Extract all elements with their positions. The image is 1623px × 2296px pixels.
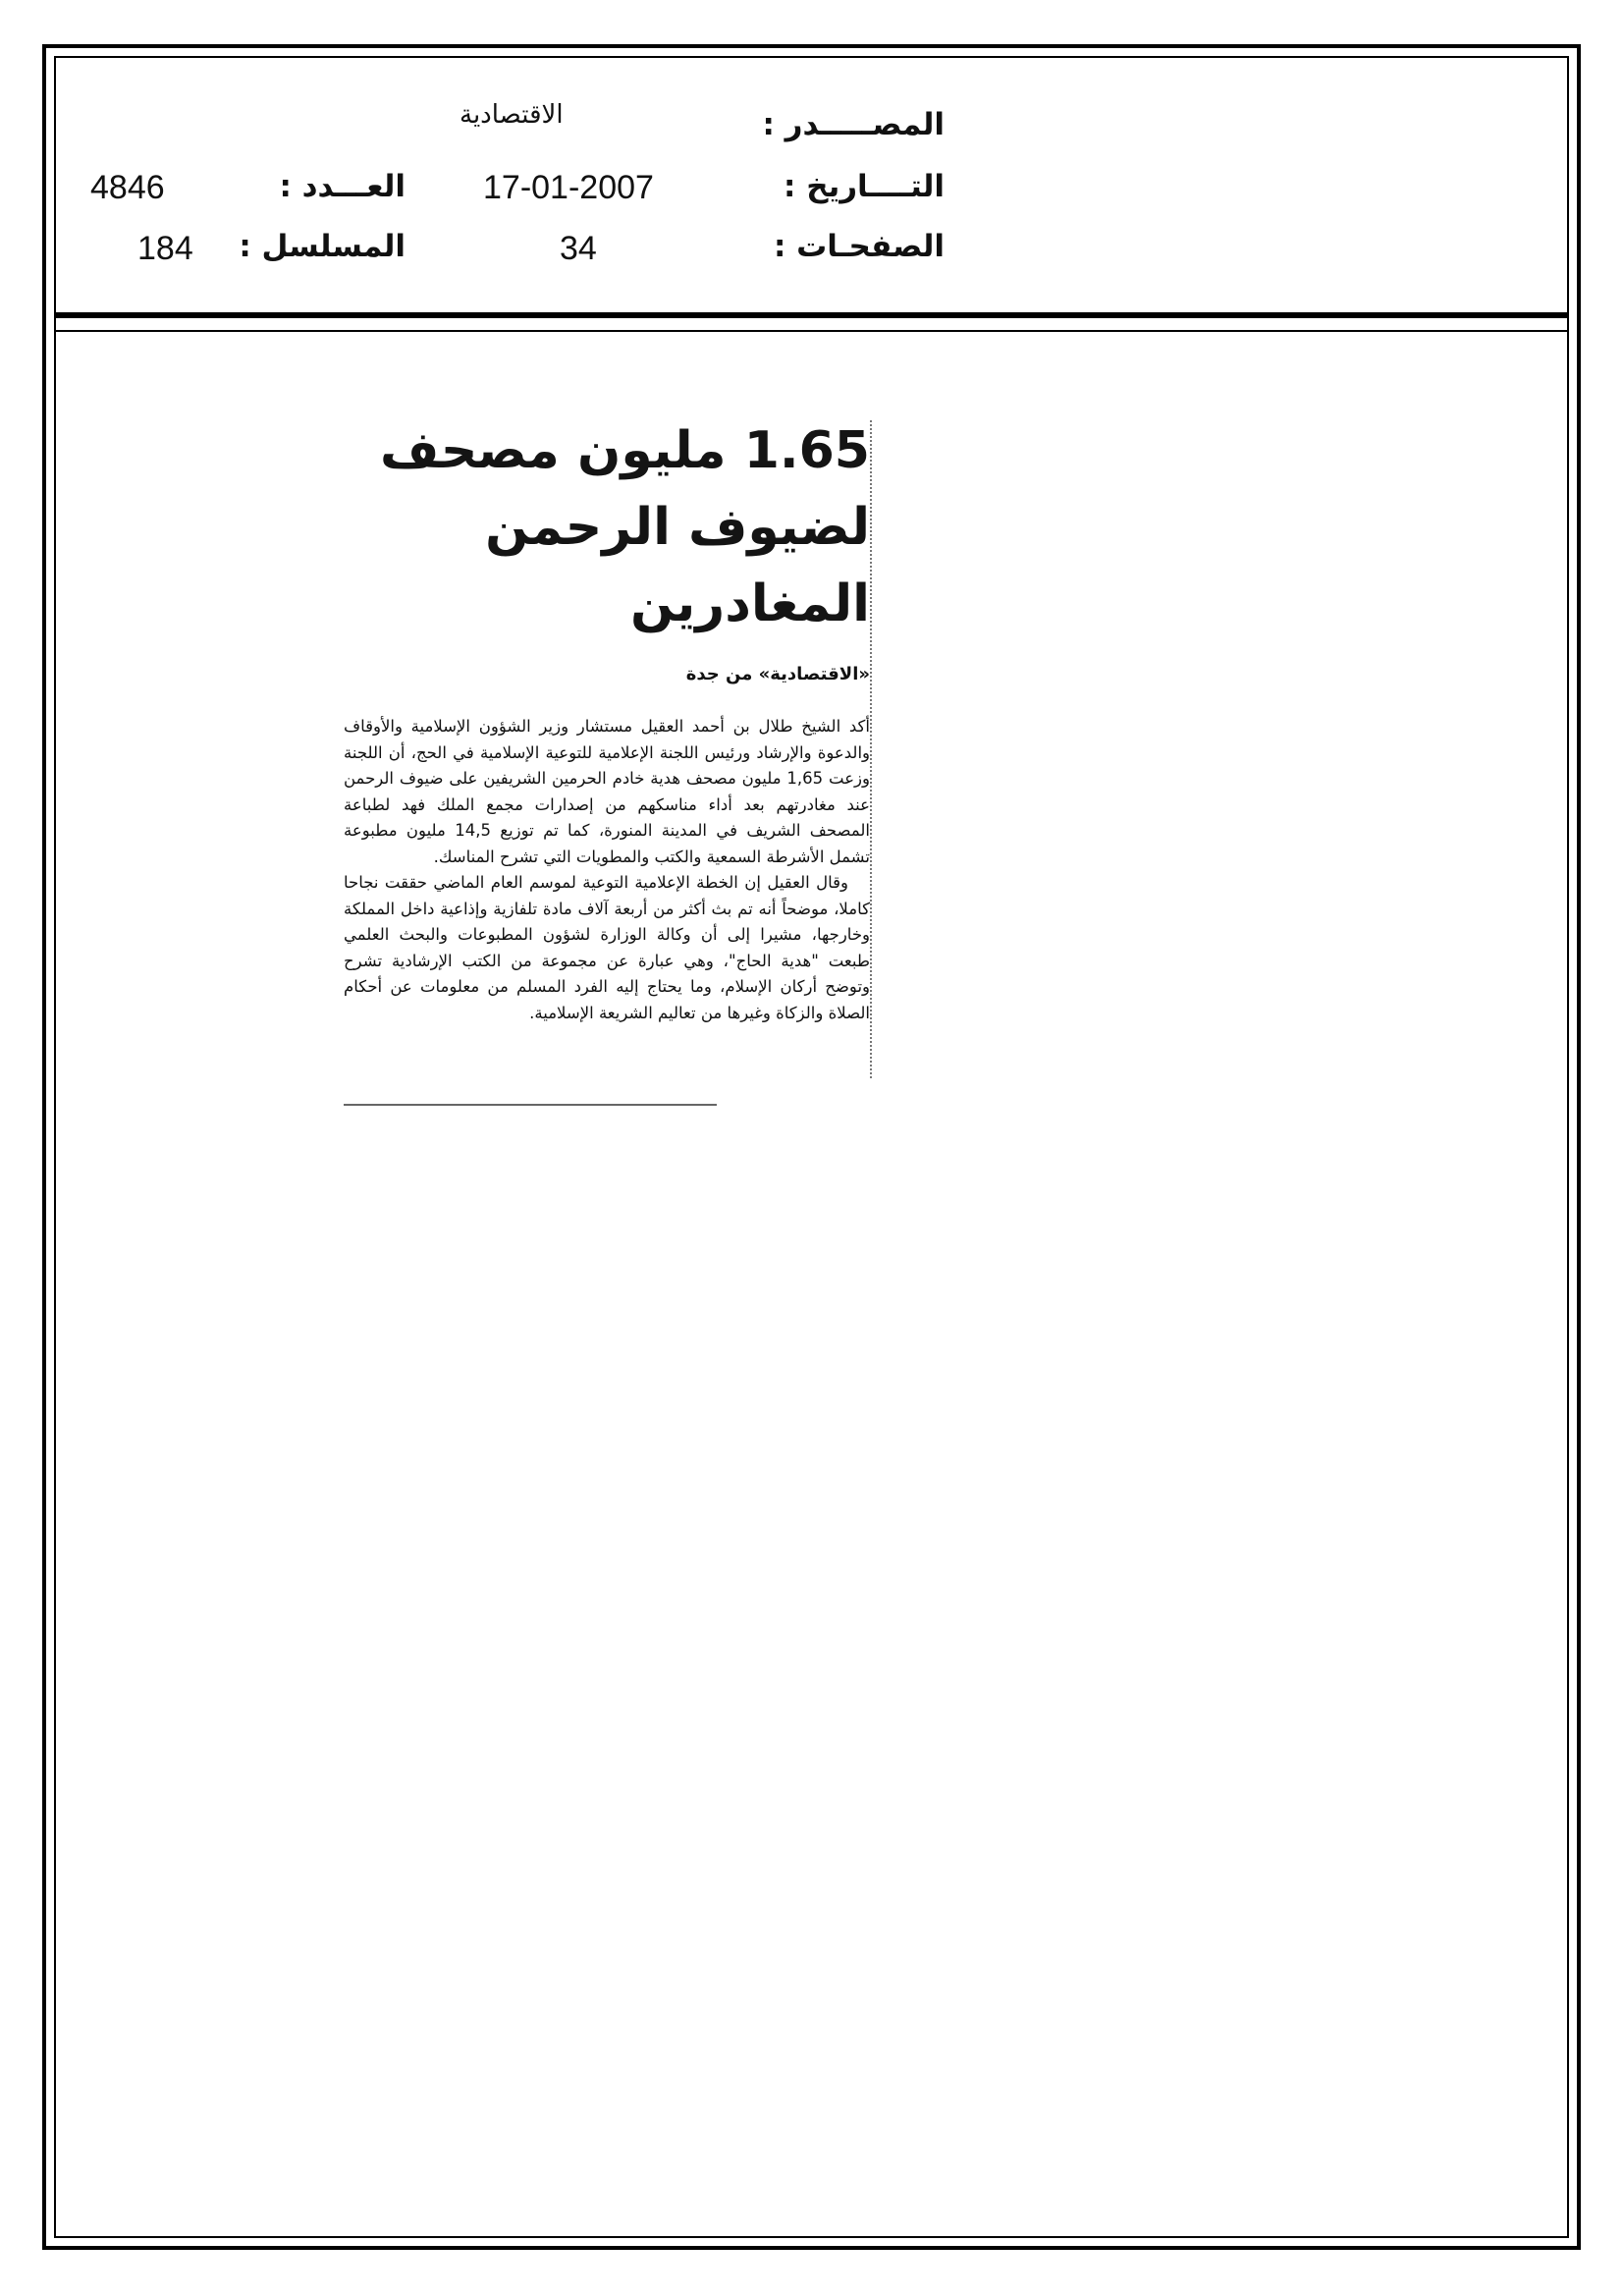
byline: «الاقتصادية» من جدة xyxy=(685,664,870,684)
news-clipping xyxy=(344,412,870,1026)
inner-frame xyxy=(54,56,1569,2238)
source-value: الاقتصادية xyxy=(460,100,564,130)
date-value: 17-01-2007 xyxy=(483,169,654,206)
issue-value: 4846 xyxy=(90,169,165,206)
article-paragraph-2: وقال العقيل إن الخطة الإعلامية التوعية لموسم العام الماضي حققت نجاحا كاملا، موضحاً أنه تم بث أكثر من أربعة آلاف مادة تلفازية وإذاعية داخل المملكة وخارجها، مشيرا إلى أن وكالة الوزارة لشؤون المطبوعات والبحث العلمي طبعت "هدية الحاج"، وهي عبارة عن مجموعة من الكتب الإرشادية تشرح وتوضح أركان الإسلام، وما يحتاج إليه الفرد المسلم من معلومات عن أحكام الصلاة والزكاة وغيرها من تعاليم الشريعة الإسلامية. xyxy=(344,873,870,1022)
header-divider-thick xyxy=(54,312,1569,318)
pages-value: 34 xyxy=(560,230,597,267)
serial-label: المسلسل : xyxy=(239,229,406,264)
header-divider-thin xyxy=(54,330,1569,332)
headline-line2: لضيوف الرحمن المغادرين xyxy=(485,498,870,633)
source-label: المصـــــدر : xyxy=(762,107,945,142)
serial-value: 184 xyxy=(137,230,193,267)
clipping-bottom-rule xyxy=(344,1104,717,1106)
issue-label: العـــدد : xyxy=(279,169,406,204)
headline-line1: 1.65 مليون مصحف xyxy=(380,421,870,480)
pages-label: الصفحـات : xyxy=(773,229,945,264)
article-paragraph-1: أكد الشيخ طلال بن أحمد العقيل مستشار وزير الشؤون الإسلامية والأوقاف والدعوة والإرشاد ورئيس اللجنة الإعلامية للتوعية الإسلامية في الحج، أن اللجنة وزعت 1,65 مليون مصحف هدية خادم الحرمين الشريفين على ضيوف الرحمن عند مغادرتهم بعد أداء مناسكهم من إصدارات مجمع الملك فهد لطباعة المصحف الشريف في المدينة المنورة، كما تم توزيع 14,5 مليون مطبوعة تشمل الأشرطة السمعية والكتب والمطويات التي تشرح المناسك. xyxy=(344,717,870,866)
column-rule xyxy=(870,420,872,1078)
date-label: التــــاريخ : xyxy=(784,169,945,204)
